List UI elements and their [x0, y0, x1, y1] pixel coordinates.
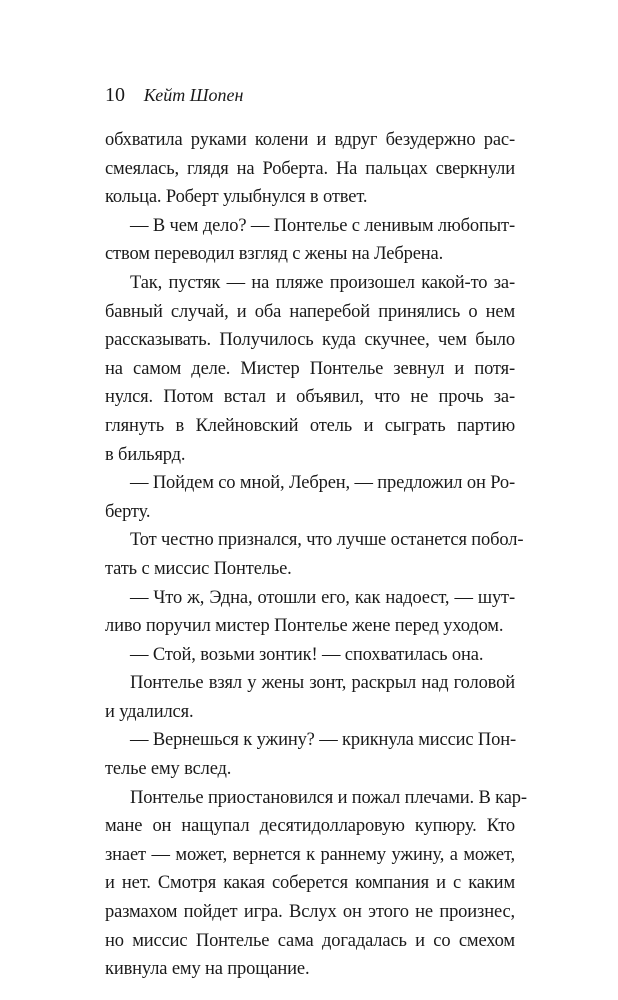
text-line: берту. [105, 501, 151, 522]
text-line: Понтелье взял у жены зонт, раскрыл над головой [130, 673, 515, 694]
text-line: — В чем дело? — Понтелье с ленивым любопыт- [130, 215, 515, 236]
text-line: бавный случай, и оба наперебой принялись о нем [105, 301, 515, 322]
text-line: мане он нащупал десятидолларовую купюру. Кто [105, 816, 515, 837]
text-line: на самом деле. Мистер Понтелье зевнул и потя- [105, 358, 515, 379]
running-head [105, 83, 243, 108]
text-line: обхватила руками колени и вдруг безудержно рас- [105, 130, 515, 150]
body-text [105, 126, 527, 984]
text-line: и удалился. [105, 701, 194, 722]
running-head-author: Кейт Шопен [143, 85, 244, 105]
text-line: но миссис Понтелье сама догадалась и со смехом [105, 930, 515, 951]
page-number: 10 [105, 84, 125, 106]
text-line: и нет. Смотря какая соберется компания и с каким [105, 873, 515, 894]
text-line: Понтелье приостановился и пожал плечами. В кар- [130, 787, 527, 808]
text-line: нулся. Потом встал и объявил, что не прочь за- [105, 387, 515, 408]
text-line: знает — может, вернется к раннему ужину, а может, [105, 844, 515, 865]
text-line: в бильярд. [105, 444, 186, 465]
text-line: ливо поручил мистер Понтелье жене перед уходом. [105, 616, 504, 637]
text-line: кивнула ему на прощание. [105, 959, 310, 980]
text-line: рассказывать. Получилось куда скучнее, чем было [105, 330, 515, 351]
text-line: ством переводил взгляд с жены на Лебрена. [105, 244, 444, 265]
text-line: — Пойдем со мной, Лебрен, — предложил он Ро- [130, 473, 515, 494]
text-line: Так, пустяк — на пляже произошел какой-то за- [130, 272, 515, 293]
text-line: глянуть в Клейновский отель и сыграть партию [105, 415, 515, 436]
text-line: — Что ж, Эдна, отошли его, как надоест, — шут- [130, 587, 515, 608]
text-line: размахом пойдет игра. Вслух он этого не произнес, [105, 902, 515, 923]
text-line: смеялась, глядя на Роберта. На пальцах сверкнули [105, 158, 515, 179]
text-line: — Вернешься к ужину? — крикнула миссис Пон- [130, 730, 516, 751]
text-line: кольца. Роберт улыбнулся в ответ. [105, 187, 368, 208]
text-line: Тот честно признался, что лучше останется побол- [130, 530, 524, 551]
text-line: — Стой, возьми зонтик! — спохватилась она. [130, 644, 484, 665]
text-line: телье ему вслед. [105, 759, 232, 780]
text-line: тать с миссис Понтелье. [105, 558, 292, 579]
